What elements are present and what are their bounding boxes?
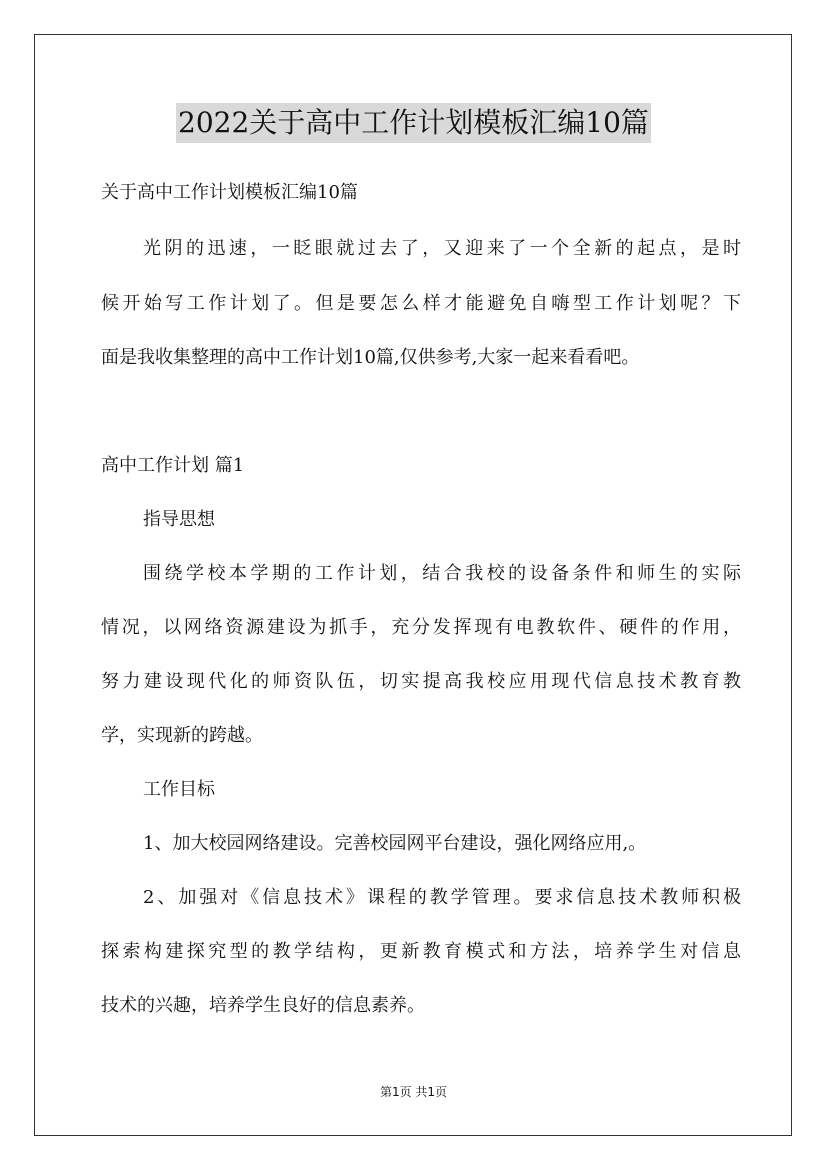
goals-heading: 工作目标 (143, 779, 215, 800)
page-footer: 第1页 共1页 (379, 1085, 448, 1099)
intro-line-3: 面是我收集整理的高中工作计划10篇,仅供参考,大家一起来看看吧。 (101, 347, 640, 368)
guiding-line-1: 围绕学校本学期的工作计划，结合我校的设备条件和师生的实际 (143, 563, 741, 584)
guiding-line-4: 学，实现新的跨越。 (101, 725, 263, 746)
document-title: 2022关于高中工作计划模板汇编10篇 (176, 103, 651, 143)
goal-2-line-3: 技术的兴趣，培养学生良好的信息素养。 (101, 995, 425, 1016)
goal-2-line-1: 2、加强对《信息技术》课程的教学管理。要求信息技术教师积极 (143, 887, 741, 908)
intro-line-1: 光阴的迅速，一眨眼就过去了，又迎来了一个全新的起点，是时 (143, 238, 741, 259)
goal-2-line-2: 探索构建探究型的教学结构，更新教育模式和方法，培养学生对信息 (101, 941, 741, 962)
document-subtitle: 关于高中工作计划模板汇编10篇 (101, 182, 358, 203)
guiding-line-3: 努力建设现代化的师资队伍，切实提高我校应用现代信息技术教育教 (101, 671, 741, 692)
guiding-heading: 指导思想 (143, 509, 215, 530)
goal-1: 1、加大校园网络建设。完善校园网平台建设，强化网络应用,。 (143, 833, 647, 854)
title-container (0, 103, 827, 143)
section-heading: 高中工作计划 篇1 (101, 455, 245, 476)
intro-line-2: 候开始写工作计划了。但是要怎么样才能避免自嗨型工作计划呢？下 (101, 293, 741, 314)
guiding-line-2: 情况，以网络资源建设为抓手，充分发挥现有电教软件、硬件的作用， (101, 617, 741, 638)
